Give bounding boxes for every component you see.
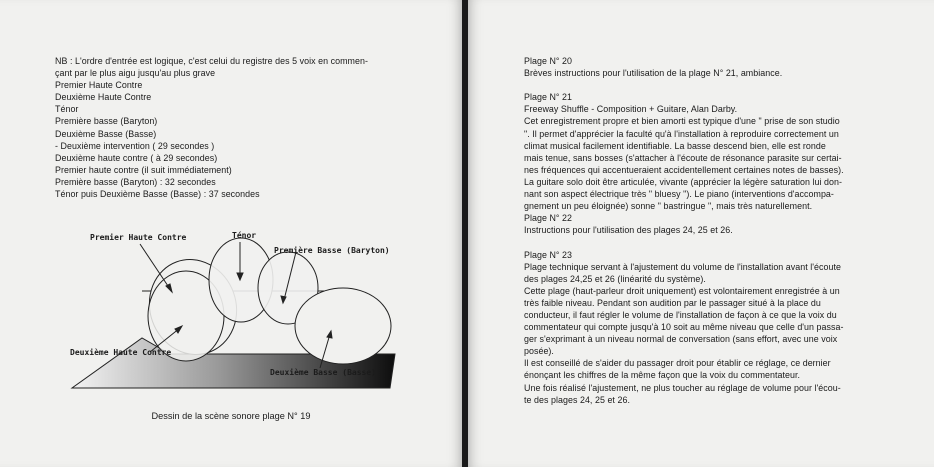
text-line: Cet enregistrement propre et bien amorti est typique d'une " prise de son studio (524, 116, 840, 127)
order-line: Premier Haute Contre (55, 80, 143, 91)
text-line: Une fois réalisé l'ajustement, ne plus toucher au réglage de volume pour l'écou- (524, 382, 841, 393)
text-line: commentateur qui compte jusqu'à 10 soit au même niveau que celle d'un passa- (524, 322, 844, 333)
track-heading-20: Plage N° 20 (524, 56, 573, 66)
text-line: conducteur, il faut régler le volume de l'installation de façon à ce que la voix du (524, 309, 837, 320)
text-line: Instructions pour l'utilisation des plages 24, 25 et 26. (524, 225, 733, 236)
text-line: Cette plage (haut-parleur droit uniquement) est volontairement enregistrée à un (524, 285, 840, 296)
text-line: Freeway Shuffle - Composition + Guitare, Alan Darby. (524, 104, 738, 115)
sound-stage-diagram (60, 222, 405, 390)
text-line: ". Il permet d'apprécier la faculté qu'à l'installation à reproduire correctement un (524, 128, 839, 139)
nb-line: NB : L'ordre d'entrée est logique, c'est celui du registre des 5 voix en commen- (55, 56, 368, 66)
left-text-block (55, 55, 368, 200)
label-premier-haute-contre: Premier Haute Contre (90, 233, 187, 242)
order-line: Première basse (Baryton) : 32 secondes (55, 176, 216, 187)
track-heading-21: Plage N° 21 (524, 92, 573, 103)
left-page (0, 0, 462, 467)
order-line: - Deuxième intervention ( 29 secondes ) (55, 140, 215, 151)
text-line: ger s'exprimant à un niveau normal de conversation (sans effort, avec une voix (524, 334, 838, 345)
text-line: gnement un peu éloignée) sonne " bastringue ", mais très naturellement. (524, 201, 813, 212)
voice-ellipse-deuxieme-basse (295, 288, 391, 364)
right-text-block (524, 55, 844, 406)
label-premiere-basse: Première Basse (Baryton) (274, 246, 390, 255)
right-page (468, 0, 934, 467)
text-line: énonçant les chiffres de la même façon que la voix du commentateur. (524, 370, 800, 381)
text-line: posée). (524, 346, 554, 357)
text-line: nant son aspect électrique très " bluesy "). Le piano (interventions d'accompa- (524, 189, 834, 200)
text-line: Plage technique servant à l'ajustement du volume de l'installation avant l'écoute (524, 261, 841, 272)
text-line: Brèves instructions pour l'utilisation de la plage N° 21, ambiance. (524, 68, 783, 79)
text-line: nes fréquences qui accentueraient accidentellement certaines notes de basses). (524, 164, 844, 175)
order-line: Première basse (Baryton) (55, 116, 158, 127)
label-tenor: Ténor (232, 231, 257, 240)
track-heading-22: Plage N° 22 (524, 213, 573, 224)
text-line: très faible niveau. Pendant son audition par le passager situé à la place du (524, 297, 821, 308)
label-deuxieme-haute-contre: Deuxième Haute Contre (70, 348, 172, 357)
order-line: Ténor puis Deuxième Basse (Basse) : 37 secondes (55, 189, 260, 200)
diagram-caption: Dessin de la scène sonore plage N° 19 (151, 411, 311, 421)
order-line: Deuxième Haute Contre (55, 92, 152, 103)
label-deuxieme-basse: Deuxième Basse (Basse) (270, 368, 376, 377)
text-line: Il est conseillé de s'aider du passager droit pour établir ce réglage, ce dernier (524, 358, 831, 369)
nb-line-cont: çant par le plus aigu jusqu'au plus grave (55, 68, 216, 79)
text-line: des plages 24,25 et 26 (linéarité du système). (524, 273, 706, 284)
track-heading-23: Plage N° 23 (524, 249, 573, 260)
text-line: te des plages 24, 25 et 26. (524, 394, 630, 405)
order-line: Deuxième haute contre ( à 29 secondes) (55, 152, 218, 163)
text-line: La guitare solo doit être articulée, vivante (apprécier la légère saturation lui don- (524, 176, 843, 187)
order-line: Premier haute contre (il suit immédiatement) (55, 164, 232, 175)
text-line: climat musical facilement identifiable. La basse descend bien, elle est ronde (524, 140, 826, 151)
text-line: mais tenue, sans bosses (s'attacher à l'écoute de résonance parasite sur certai- (524, 152, 842, 163)
order-line: Deuxième Basse (Basse) (55, 128, 157, 139)
order-line: Ténor (55, 104, 79, 115)
